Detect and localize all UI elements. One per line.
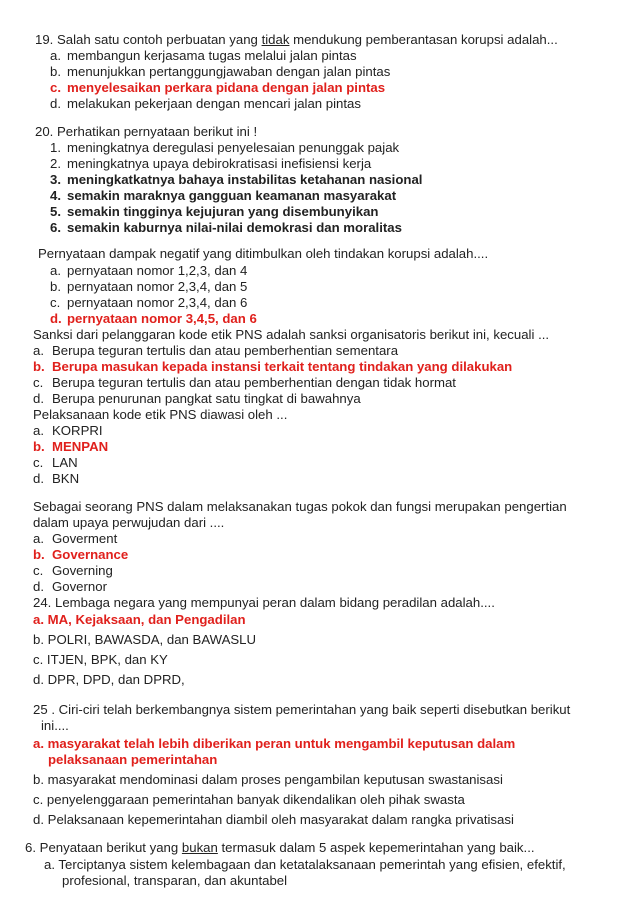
option-21b-answer: b. Berupa masukan kepada instansi terkait tentang tindakan yang dilakukan	[33, 359, 513, 374]
underlined-word: bukan	[181, 840, 218, 855]
statement-5: 5. semakin tingginya kejujuran yang disembunyikan	[50, 204, 379, 219]
question-22: Pelaksanaan kode etik PNS diawasi oleh ...	[33, 407, 288, 422]
option-23d: d. Governor	[33, 579, 107, 594]
option-25a-answer-cont: pelaksanaan pemerintahan	[48, 752, 218, 767]
option-21c: c. Berupa teguran tertulis dan atau pemberhentian dengan tidak hormat	[33, 375, 456, 390]
option-22c: c. LAN	[33, 455, 78, 470]
question-19: 19. Salah satu contoh perbuatan yang tidak mendukung pemberantasan korupsi adalah...	[35, 32, 558, 47]
question-21: Sanksi dari pelanggaran kode etik PNS adalah sanksi organisatoris berikut ini, kecuali ...	[33, 327, 550, 342]
option-23a: a. Goverment	[33, 531, 118, 546]
underlined-word: tidak	[261, 32, 290, 47]
question-23-line-1: Sebagai seorang PNS dalam melaksanakan tugas pokok dan fungsi merupakan pengertian	[33, 499, 567, 514]
option-25c: c. penyelenggaraan pemerintahan banyak dikendalikan oleh pihak swasta	[33, 792, 465, 807]
statement-1: 1. meningkatnya deregulasi penyelesaian penunggak pajak	[50, 140, 400, 155]
question-20-prompt: Pernyataan dampak negatif yang ditimbulkan oleh tindakan korupsi adalah....	[38, 246, 489, 261]
option-25a-answer: a. masyarakat telah lebih diberikan peran untuk mengambil keputusan dalam	[33, 736, 516, 751]
option-19d: d. melakukan pekerjaan dengan mencari jalan pintas	[50, 96, 361, 111]
option-19a: a. membangun kerjasama tugas melalui jalan pintas	[50, 48, 357, 63]
option-19b: b. menunjukkan pertanggungjawaban dengan jalan pintas	[50, 64, 391, 79]
option-22b-answer: b. MENPAN	[33, 439, 109, 454]
option-21a: a. Berupa teguran tertulis dan atau pemberhentian sementara	[33, 343, 399, 358]
question-26: 6. Penyataan berikut yang bukan termasuk dalam 5 aspek kepemerintahan yang baik...	[25, 840, 535, 855]
statement-4: 4. semakin maraknya gangguan keamanan masyarakat	[50, 188, 397, 203]
option-20a: a. pernyataan nomor 1,2,3, dan 4	[50, 263, 248, 278]
option-26a-cont: profesional, transparan, dan akuntabel	[62, 873, 288, 888]
option-23b-answer: b. Governance	[33, 547, 129, 562]
option-20d-answer: d. pernyataan nomor 3,4,5, dan 6	[50, 311, 257, 326]
question-23-line-2: dalam upaya perwujudan dari ....	[33, 515, 225, 530]
statement-6: 6. semakin kaburnya nilai-nilai demokrasi dan moralitas	[50, 220, 402, 235]
option-24d: d. DPR, DPD, dan DPRD,	[33, 672, 185, 687]
option-21d: d. Berupa penurunan pangkat satu tingkat di bawahnya	[33, 391, 361, 406]
question-20: 20. Perhatikan pernyataan berikut ini !	[35, 124, 258, 139]
question-25-line-1: 25 . Ciri-ciri telah berkembangnya sistem pemerintahan yang baik seperti disebutkan berikut	[33, 702, 571, 717]
question-24: 24. Lembaga negara yang mempunyai peran dalam bidang peradilan adalah....	[33, 595, 495, 610]
question-25-line-2: ini....	[41, 718, 69, 733]
option-19c-answer: c. menyelesaikan perkara pidana dengan jalan pintas	[50, 80, 386, 95]
option-26a: a. Terciptanya sistem kelembagaan dan ketatalaksanaan pemerintah yang efisien, efektif,	[44, 857, 566, 872]
option-25d: d. Pelaksanaan kepemerintahan diambil oleh masyarakat dalam rangka privatisasi	[33, 812, 514, 827]
option-24c: c. ITJEN, BPK, dan KY	[33, 652, 168, 667]
option-24b: b. POLRI, BAWASDA, dan BAWASLU	[33, 632, 257, 647]
option-20c: c. pernyataan nomor 2,3,4, dan 6	[50, 295, 248, 310]
option-23c: c. Governing	[33, 563, 113, 578]
statement-2: 2. meningkatnya upaya debirokratisasi inefisiensi kerja	[50, 156, 372, 171]
statement-3: 3. meningkatkatnya bahaya instabilitas ketahanan nasional	[50, 172, 423, 187]
option-25b: b. masyarakat mendominasi dalam proses pengambilan keputusan swastanisasi	[33, 772, 503, 787]
option-22d: d. BKN	[33, 471, 80, 486]
option-22a: a. KORPRI	[33, 423, 103, 438]
option-20b: b. pernyataan nomor 2,3,4, dan 5	[50, 279, 248, 294]
option-24a-answer: a. MA, Kejaksaan, dan Pengadilan	[33, 612, 246, 627]
